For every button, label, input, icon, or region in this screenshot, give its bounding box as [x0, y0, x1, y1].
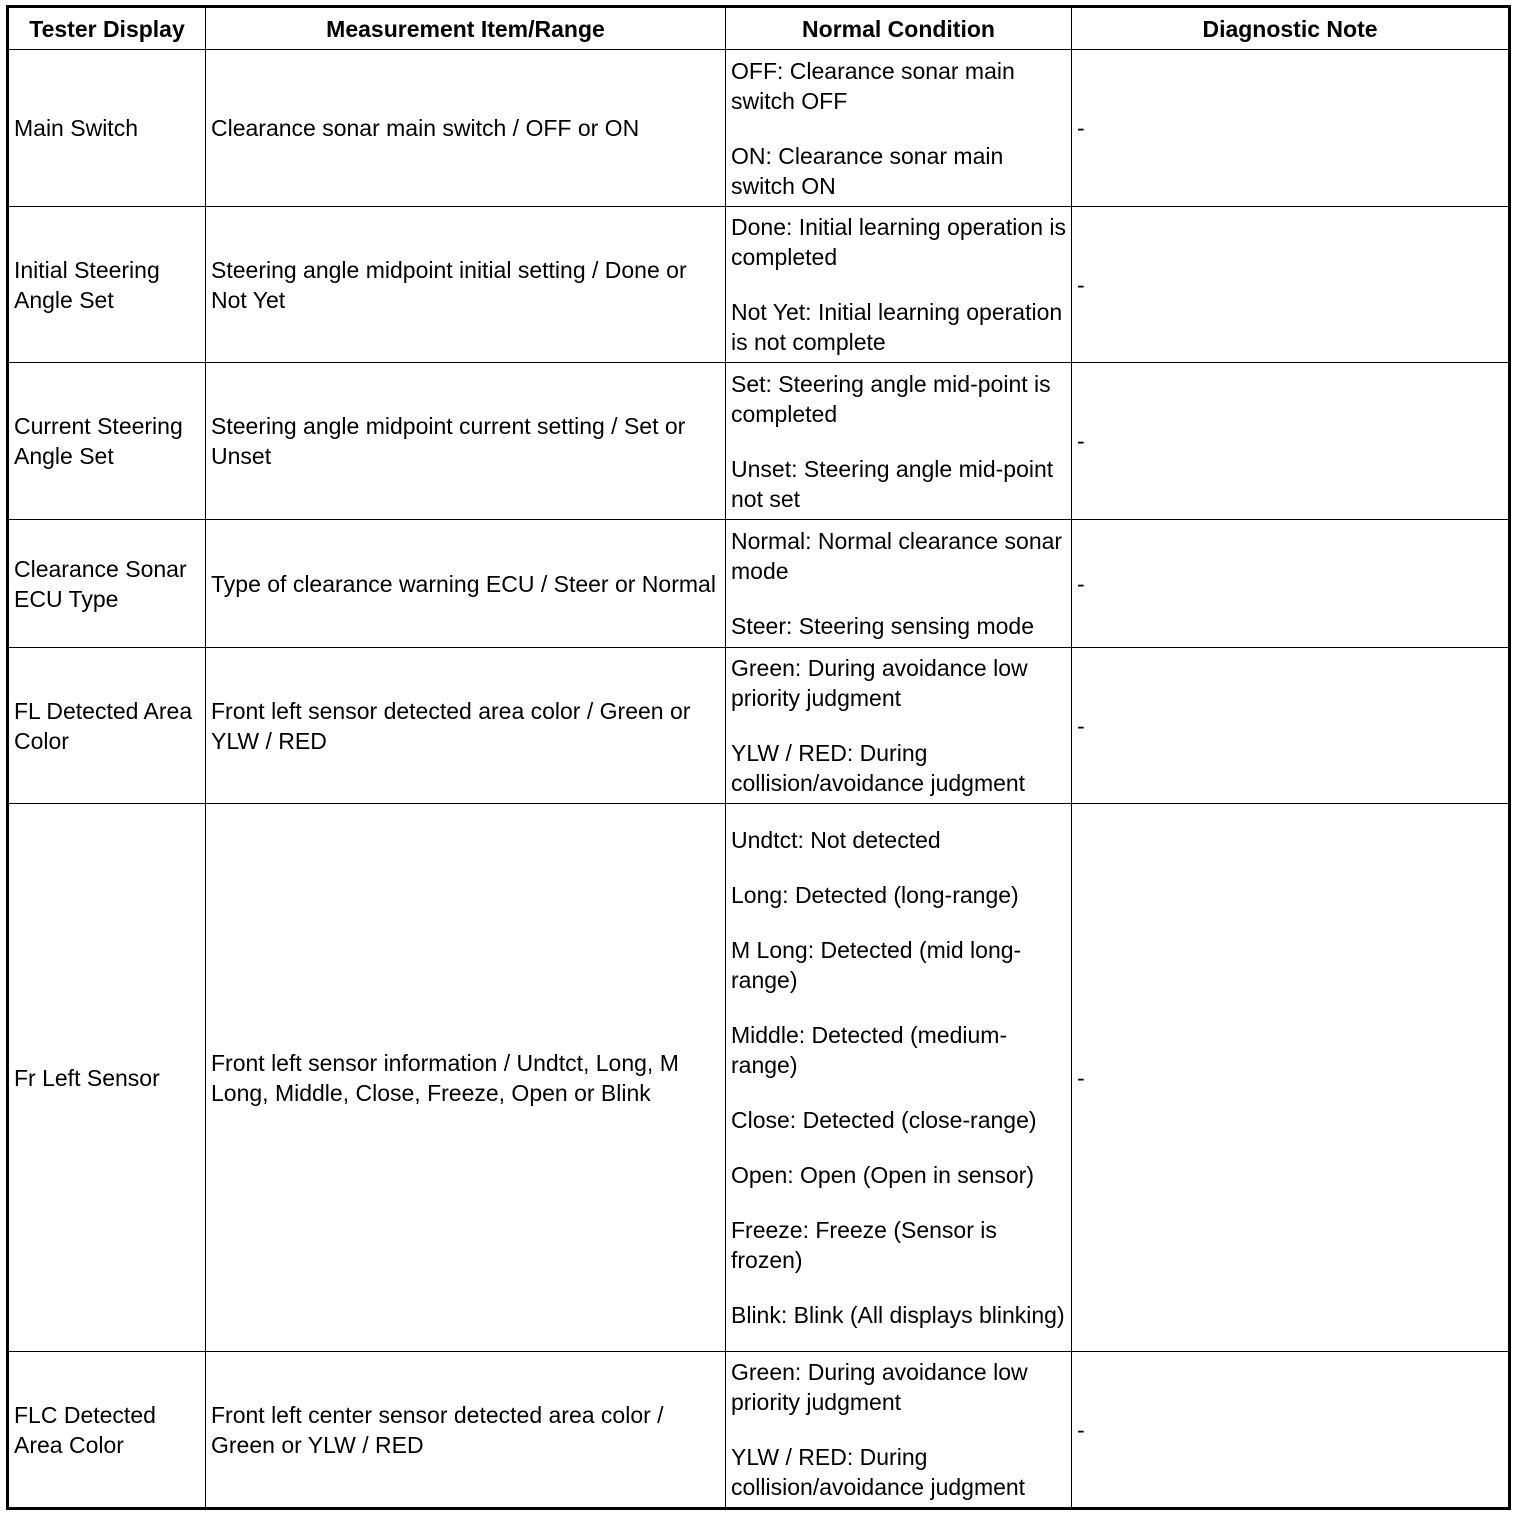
header-row — [8, 7, 1510, 50]
cell-measurement-item: Type of clearance warning ECU / Steer or Normal — [206, 520, 726, 648]
condition-line: Open: Open (Open in sensor) — [731, 1162, 1034, 1188]
condition-line: Steer: Steering sensing mode — [731, 613, 1035, 639]
condition-line: OFF: Clearance sonar main switch OFF — [731, 57, 1015, 114]
cell-diagnostic-note: - — [1072, 1352, 1510, 1509]
cell-tester-display: Fr Left Sensor — [8, 804, 206, 1352]
cell-measurement-item: Steering angle midpoint current setting / Set or Unset — [206, 363, 726, 520]
cell-diagnostic-note: - — [1072, 207, 1510, 363]
table-row — [8, 207, 1510, 363]
condition-line: Long: Detected (long-range) — [731, 882, 1019, 908]
cell-measurement-item: Clearance sonar main switch / OFF or ON — [206, 50, 726, 207]
condition-line: ON: Clearance sonar main switch ON — [731, 142, 1004, 199]
cell-diagnostic-note: - — [1072, 804, 1510, 1352]
cell-measurement-item: Front left sensor information / Undtct, Long, M Long, Middle, Close, Freeze, Open or Blink — [206, 804, 726, 1352]
condition-line: Normal: Normal clearance sonar mode — [731, 528, 1063, 584]
cell-tester-display: Initial Steering Angle Set — [8, 207, 206, 363]
condition-line: Middle: Detected (medium-range) — [731, 1022, 1008, 1078]
table-row — [8, 648, 1510, 804]
cell-tester-display: Main Switch — [8, 50, 206, 207]
cell-measurement-item: Front left center sensor detected area color / Green or YLW / RED — [206, 1352, 726, 1509]
condition-line: Not Yet: Initial learning operation is not complete — [731, 299, 1063, 355]
table-row — [8, 50, 1510, 207]
condition-line: Unset: Steering angle mid-point not set — [731, 455, 1054, 512]
cell-normal-condition — [726, 804, 1072, 1352]
cell-tester-display: Current Steering Angle Set — [8, 363, 206, 520]
header-normal-condition: Normal Condition — [726, 7, 1072, 50]
condition-line: YLW / RED: During collision/avoidance judgment — [731, 1444, 1026, 1500]
cell-diagnostic-note: - — [1072, 50, 1510, 207]
cell-normal-condition — [726, 1352, 1072, 1509]
cell-normal-condition — [726, 207, 1072, 363]
header-tester-display: Tester Display — [8, 7, 206, 50]
condition-line: Close: Detected (close-range) — [731, 1107, 1037, 1133]
table-header — [8, 7, 1510, 50]
cell-tester-display: FL Detected Area Color — [8, 648, 206, 804]
data-table — [6, 5, 1511, 1510]
cell-measurement-item: Front left sensor detected area color / Green or YLW / RED — [206, 648, 726, 804]
header-measurement-item: Measurement Item/Range — [206, 7, 726, 50]
table-row — [8, 1352, 1510, 1509]
cell-normal-condition — [726, 363, 1072, 520]
table-row — [8, 363, 1510, 520]
cell-normal-condition — [726, 648, 1072, 804]
table-row — [8, 520, 1510, 648]
condition-line: Blink: Blink (All displays blinking) — [731, 1302, 1065, 1328]
cell-tester-display: FLC Detected Area Color — [8, 1352, 206, 1509]
condition-line: Green: During avoidance low priority judgment — [731, 1359, 1028, 1415]
condition-line: Done: Initial learning operation is completed — [731, 214, 1066, 270]
table-body — [8, 50, 1510, 1509]
cell-measurement-item: Steering angle midpoint initial setting / Done or Not Yet — [206, 207, 726, 363]
cell-normal-condition — [726, 520, 1072, 648]
condition-line: Set: Steering angle mid-point is completed — [731, 370, 1051, 427]
cell-tester-display: Clearance Sonar ECU Type — [8, 520, 206, 648]
cell-normal-condition — [726, 50, 1072, 207]
condition-line: YLW / RED: During collision/avoidance judgment — [731, 740, 1026, 796]
cell-diagnostic-note: - — [1072, 648, 1510, 804]
header-diagnostic-note: Diagnostic Note — [1072, 7, 1510, 50]
condition-line: M Long: Detected (mid long-range) — [731, 937, 1022, 993]
condition-line: Undtct: Not detected — [731, 827, 941, 853]
table-row — [8, 804, 1510, 1352]
cell-diagnostic-note: - — [1072, 520, 1510, 648]
condition-line: Green: During avoidance low priority judgment — [731, 655, 1028, 711]
cell-diagnostic-note: - — [1072, 363, 1510, 520]
condition-line: Freeze: Freeze (Sensor is frozen) — [731, 1217, 997, 1273]
